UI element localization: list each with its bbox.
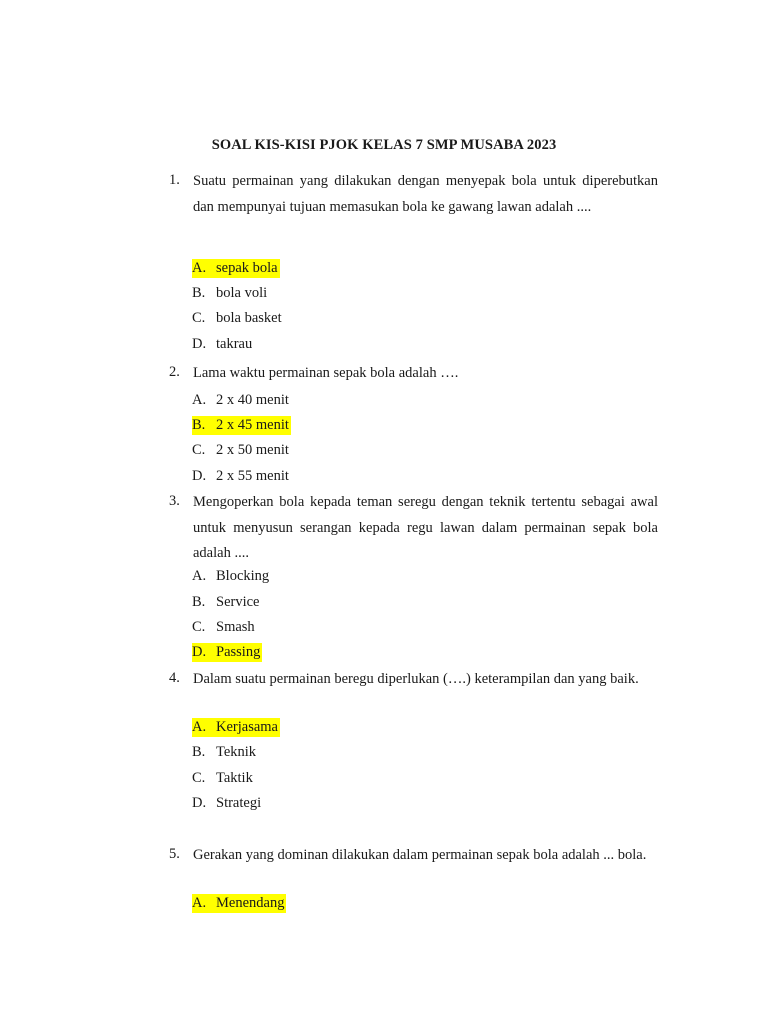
option-2c (192, 441, 289, 460)
option-letter: B. (192, 285, 206, 301)
option-text: sepak bola (216, 260, 278, 276)
option-text: Kerjasama (216, 719, 278, 735)
option-letter: B. (192, 594, 206, 610)
question-text: Gerakan yang dominan dilakukan dalam permainan sepak bola adalah ... bola. (193, 847, 647, 863)
option-text: Service (216, 594, 260, 610)
option-2d (192, 467, 289, 486)
option-text: Taktik (216, 770, 253, 786)
option-text: bola basket (216, 310, 282, 326)
option-letter: B. (192, 417, 206, 433)
question-text: Lama waktu permainan sepak bola adalah …. (193, 365, 459, 381)
question-text: Mengoperkan bola kepada teman seregu dengan teknik tertentu sebagai awal untuk menyusun serangan kepada regu lawan dalam permainan sepak bola adalah .... (193, 494, 658, 561)
option-1c (192, 309, 282, 328)
option-text: Blocking (216, 568, 270, 584)
option-3b (192, 593, 259, 612)
option-text: bola voli (216, 285, 268, 301)
option-text: Teknik (216, 744, 257, 760)
option-letter: C. (192, 442, 206, 458)
option-2b (192, 416, 291, 435)
option-text: 2 x 40 menit (216, 392, 289, 408)
document-title: SOAL KIS-KISI PJOK KELAS 7 SMP MUSABA 2023 (211, 137, 557, 153)
option-5a (192, 894, 286, 913)
question-number: 3. (169, 493, 180, 509)
option-letter: C. (192, 310, 206, 326)
option-letter: D. (192, 795, 207, 811)
option-letter: C. (192, 770, 206, 786)
option-letter: A. (192, 392, 207, 408)
option-letter: A. (192, 568, 207, 584)
option-1d (192, 335, 252, 354)
option-letter: D. (192, 644, 207, 660)
option-text: Strategi (216, 795, 262, 811)
option-text: 2 x 55 menit (216, 468, 289, 484)
option-3a (192, 567, 269, 586)
option-text: Smash (216, 619, 255, 635)
option-text: Menendang (216, 895, 285, 911)
question-number: 1. (169, 172, 180, 188)
option-4d (192, 794, 261, 813)
option-4b (192, 743, 256, 762)
question-number: 2. (169, 364, 180, 380)
option-letter: D. (192, 336, 207, 352)
option-1a (192, 259, 280, 278)
option-letter: B. (192, 744, 206, 760)
option-letter: D. (192, 468, 207, 484)
option-1b (192, 284, 267, 303)
option-letter: A. (192, 895, 207, 911)
question-number: 5. (169, 846, 180, 862)
option-text: 2 x 45 menit (216, 417, 289, 433)
option-text: 2 x 50 menit (216, 442, 289, 458)
option-letter: C. (192, 619, 206, 635)
option-4a (192, 718, 280, 737)
question-number: 4. (169, 670, 180, 686)
option-text: takrau (216, 336, 253, 352)
option-text: Passing (216, 644, 261, 660)
option-letter: A. (192, 719, 207, 735)
question-text: Suatu permainan yang dilakukan dengan menyepak bola untuk diperebutkan dan mempunyai tujuan memasukan bola ke gawang lawan adalah .... (193, 173, 658, 215)
option-letter: A. (192, 260, 207, 276)
option-2a (192, 391, 289, 410)
question-text: Dalam suatu permainan beregu diperlukan (….) keterampilan dan yang baik. (193, 671, 639, 687)
option-4c (192, 769, 253, 788)
option-3d (192, 643, 262, 662)
option-3c (192, 618, 255, 637)
